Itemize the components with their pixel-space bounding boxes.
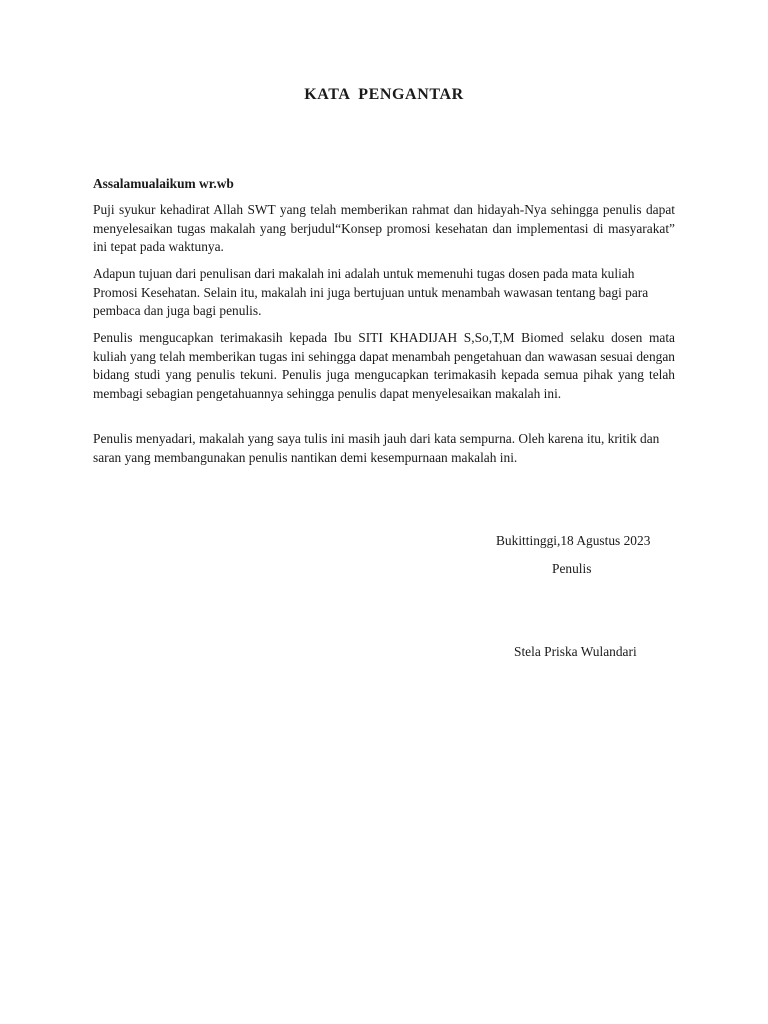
paragraph-closing-remarks: Penulis menyadari, makalah yang saya tulis ini masih jauh dari kata sempurna. Oleh karena itu, kritik dan saran yang membangunakan penulis nantikan demi kesempurnaan makalah ini. bbox=[93, 431, 660, 465]
document-title: KATA PENGANTAR bbox=[304, 86, 464, 103]
paragraph-opening: Puji syukur kehadirat Allah SWT yang telah memberikan rahmat dan hidayah-Nya sehingga penulis dapat menyelesaikan tugas makalah yang berjudul“Konsep promosi kesehatan dan implementasi di masyarakat” ini tepat pada waktunya. bbox=[93, 202, 675, 254]
place-date: Bukittinggi,18 Agustus 2023 bbox=[496, 533, 651, 548]
author-name: Stela Priska Wulandari bbox=[514, 644, 637, 659]
author-role: Penulis bbox=[552, 561, 592, 576]
greeting: Assalamualaikum wr.wb bbox=[93, 176, 234, 191]
paragraph-purpose: Adapun tujuan dari penulisan dari makalah ini adalah untuk memenuhi tugas dosen pada mata kuliah Promosi Kesehatan. Selain itu, makalah ini juga bertujuan untuk menambah wawasan tentang bagi para pembaca dan juga bagi penulis. bbox=[93, 266, 649, 318]
paragraph-acknowledgement: Penulis mengucapkan terimakasih kepada Ibu SITI KHADIJAH S,So,T,M Biomed selaku dosen mata kuliah yang telah memberikan tugas ini sehingga dapat menambah pengetahuan dan wawasan sesuai dengan bidang studi yang penulis tekuni. Penulis juga mengucapkan terimakasih kepada semua pihak yang telah membagi sebagian pengetahuannya sehingga penulis dapat menyelesaikan makalah ini. bbox=[93, 330, 675, 401]
